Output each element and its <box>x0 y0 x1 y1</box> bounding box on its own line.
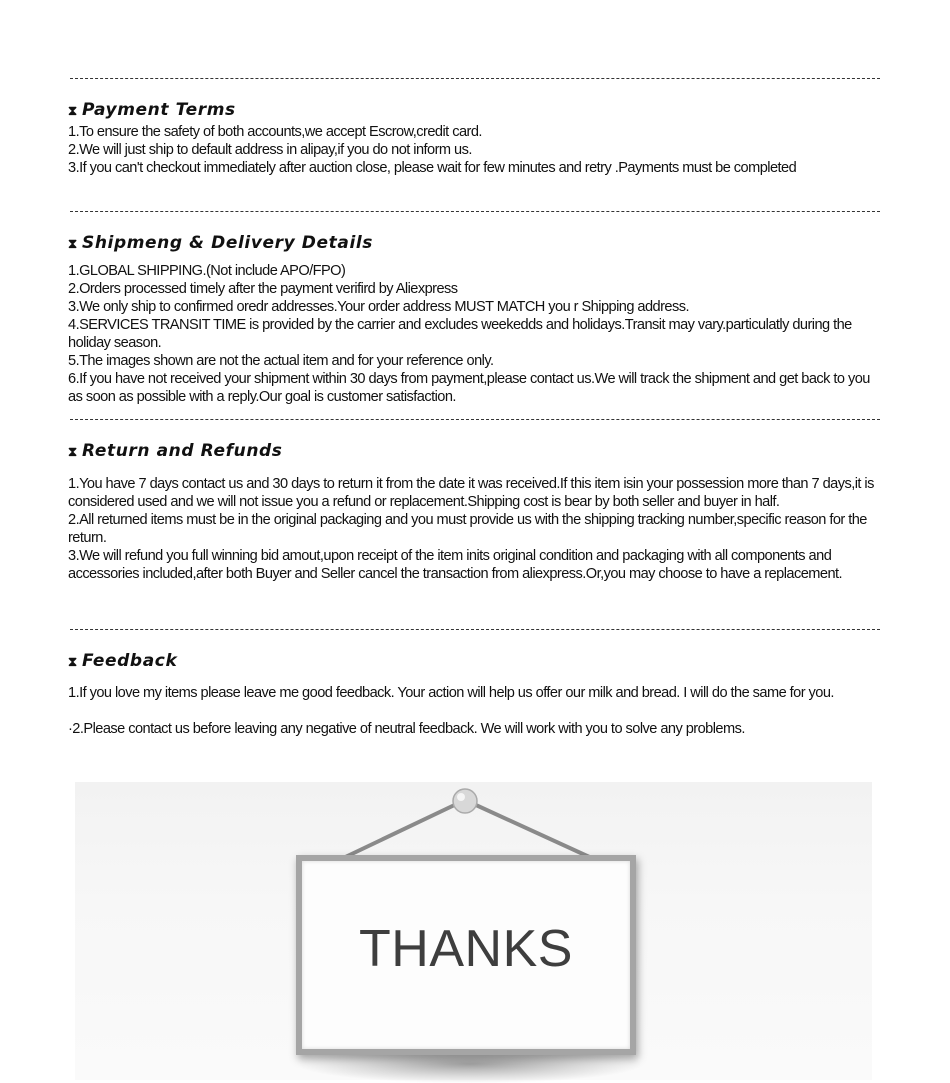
list-item: 2.All returned items must be in the original packaging and you must provide us with the shipping tracking number,specific reason for the return. <box>68 512 867 546</box>
list-item: 1.To ensure the safety of both accounts,we accept Escrow,credit card. <box>68 124 482 140</box>
list-item: 3.We will refund you full winning bid amout,upon receipt of the item inits original condition and packaging with all components and accessories included,after both Buyer and Seller cancel the transaction from aliexpress.Or,you may choose to have a replacement. <box>68 548 843 582</box>
thanks-sign-text: THANKS <box>359 920 573 978</box>
pin-icon <box>453 789 477 813</box>
list-item: 2.We will just ship to default address in alipay,if you do not inform us. <box>68 142 472 158</box>
list-item: 4.SERVICES TRANSIT TIME is provided by the carrier and excludes weekedds and holidays.Transit may vary.particulatly during the holiday season. <box>68 317 852 351</box>
returns-title: Return and Refunds <box>82 441 283 461</box>
hourglass-icon: ⧗ <box>68 104 78 119</box>
payment-terms-title: Payment Terms <box>82 100 236 120</box>
hourglass-icon: ⧗ <box>68 237 78 252</box>
hourglass-icon: ⧗ <box>68 445 78 460</box>
list-item: 1.If you love my items please leave me good feedback. Your action will help us offer our milk and bread. I will do the same for you. <box>68 685 834 701</box>
shipping-title: Shipmeng & Delivery Details <box>82 233 374 253</box>
hourglass-icon: ⧗ <box>68 655 78 670</box>
list-item: 2.Orders processed timely after the payment verifird by Aliexpress <box>68 281 458 297</box>
list-item: ·2.Please contact us before leaving any negative of neutral feedback. We will work with you to solve any problems. <box>68 721 745 737</box>
list-item: 6.If you have not received your shipment within 30 days from payment,please contact us.We will track the shipment and get back to you as soon as possible with a reply.Our goal is customer satisfaction. <box>68 371 870 405</box>
list-item: 1.You have 7 days contact us and 30 days to return it from the date it was received.If this item isin your possession more than 7 days,it is considered used and we will not issue you a refund or replacement.Shipping cost is bear by both seller and buyer in half. <box>68 476 874 510</box>
list-item: 3.We only ship to confirmed oredr addresses.Your order address MUST MATCH you r Shipping address. <box>68 299 689 315</box>
list-item: 3.If you can't checkout immediately after auction close, please wait for few minutes and retry .Payments must be completed <box>68 160 797 176</box>
list-item: 1.GLOBAL SHIPPING.(Not include APO/FPO) <box>68 263 346 279</box>
list-item: 5.The images shown are not the actual item and for your reference only. <box>68 353 494 369</box>
feedback-title: Feedback <box>82 651 178 671</box>
thanks-sign <box>296 855 636 1055</box>
